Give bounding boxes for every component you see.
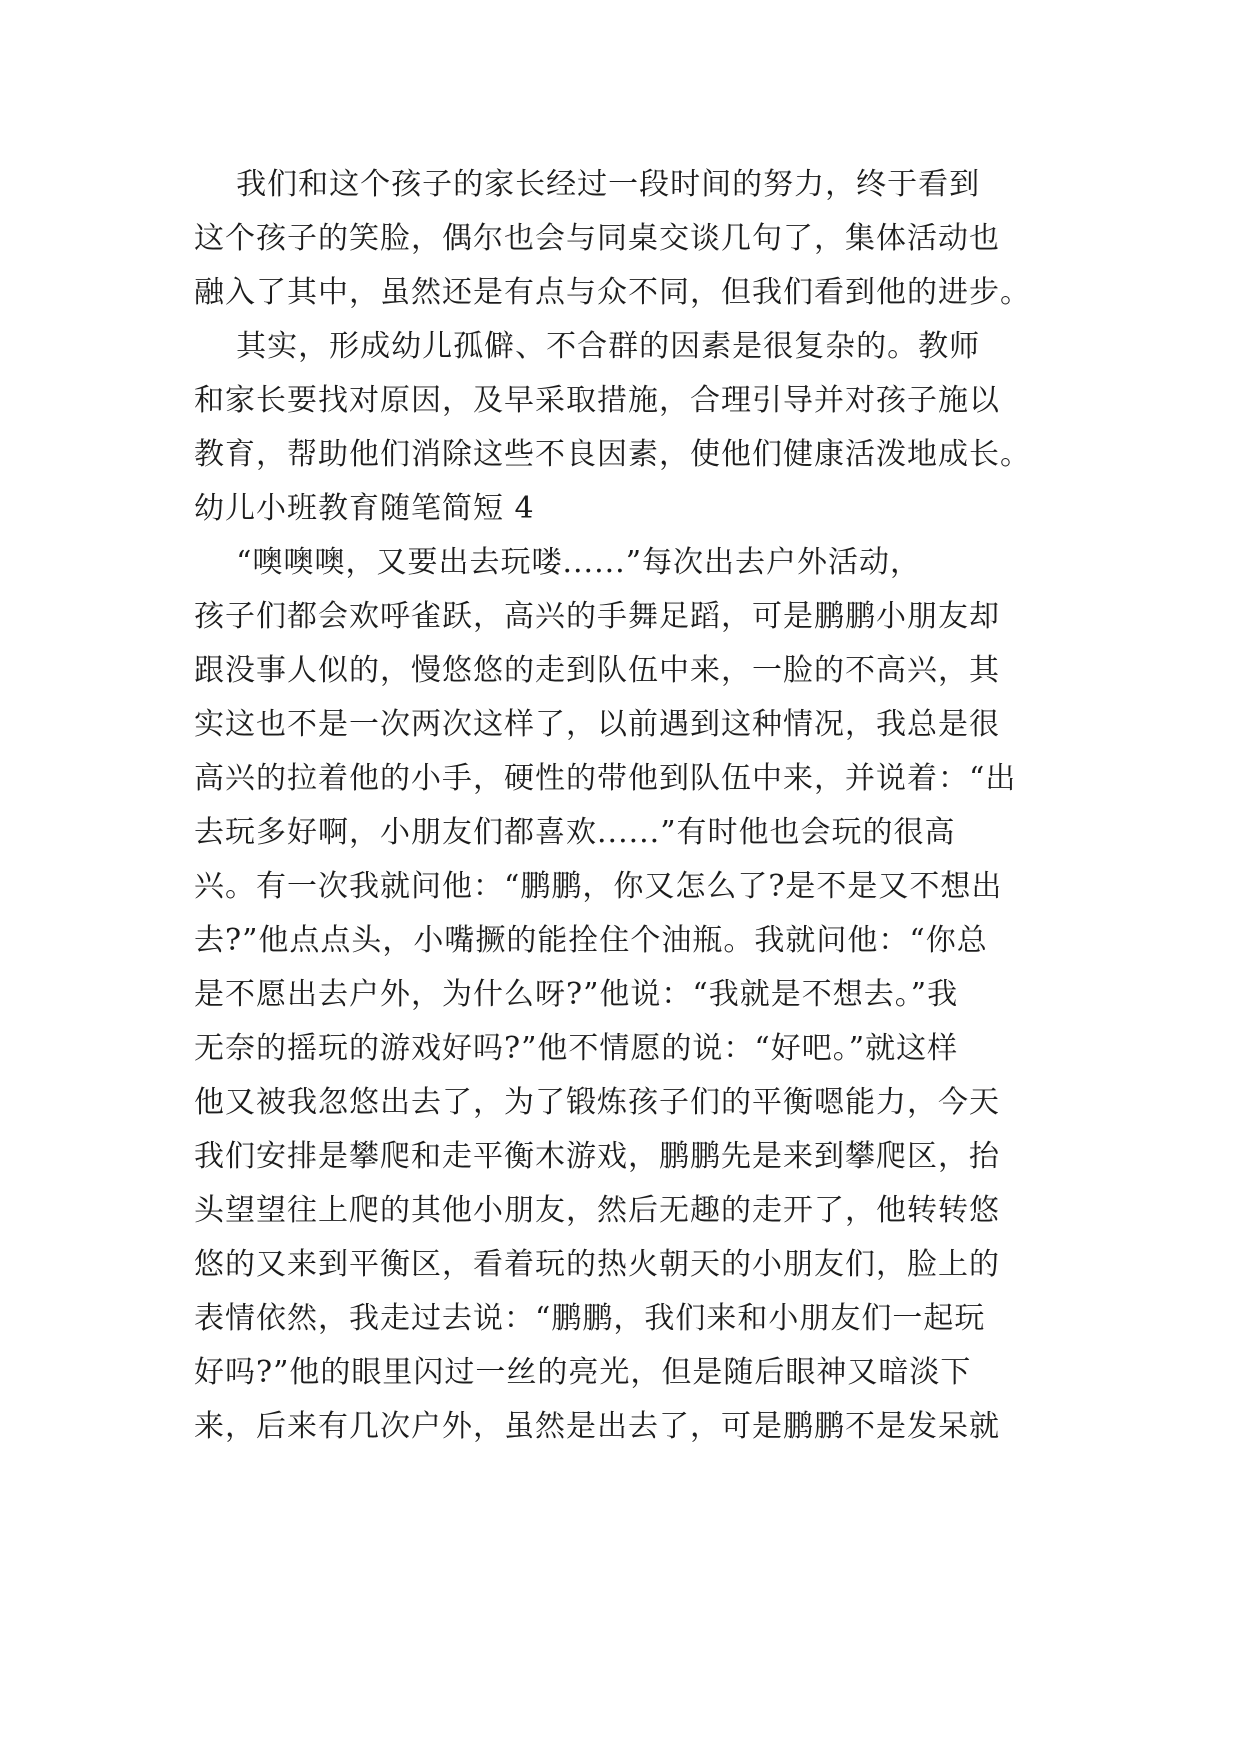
text-line: “噢噢噢，又要出去玩喽......”每次出去户外活动， [194, 545, 922, 580]
article-body [194, 158, 1074, 1454]
text-line: 悠的又来到平衡区，看着玩的热火朝天的小朋友们，脸上的 [194, 1247, 1000, 1282]
text-line: 他又被我忽悠出去了，为了锻炼孩子们的平衡嗯能力，今天 [194, 1085, 1000, 1120]
text-line: 兴。有一次我就问他：“鹏鹏，你又怎么了?是不是又不想出 [194, 869, 1003, 904]
text-line: 好吗?”他的眼里闪过一丝的亮光，但是随后眼神又暗淡下 [194, 1355, 972, 1390]
section-heading: 幼儿小班教育随笔简短 4 [194, 491, 535, 526]
text-line: 其实，形成幼儿孤僻、不合群的因素是很复杂的。教师 [194, 329, 981, 364]
text-line: 这个孩子的笑脸，偶尔也会与同桌交谈几句了，集体活动也 [194, 221, 1000, 256]
text-line: 我们和这个孩子的家长经过一段时间的努力，终于看到 [194, 167, 981, 202]
text-line: 教育，帮助他们消除这些不良因素，使他们健康活泼地成长。 [194, 437, 1031, 472]
text-line: 和家长要找对原因，及早采取措施，合理引导并对孩子施以 [194, 383, 1000, 418]
text-line: 来，后来有几次户外，虽然是出去了，可是鹏鹏不是发呆就 [194, 1409, 1000, 1444]
text-line: 跟没事人似的，慢悠悠的走到队伍中来，一脸的不高兴，其 [194, 653, 1000, 688]
text-line: 是不愿出去户外，为什么呀?”他说：“我就是不想去。”我 [194, 977, 959, 1012]
text-line: 表情依然，我走过去说：“鹏鹏，我们来和小朋友们一起玩 [194, 1301, 986, 1336]
text-line: 头望望往上爬的其他小朋友，然后无趣的走开了，他转转悠 [194, 1193, 1000, 1228]
text-line: 融入了其中，虽然还是有点与众不同，但我们看到他的进步。 [194, 275, 1031, 310]
text-line: 孩子们都会欢呼雀跃，高兴的手舞足蹈，可是鹏鹏小朋友却 [194, 599, 1000, 634]
text-line: 实这也不是一次两次这样了，以前遇到这种情况，我总是很 [194, 707, 1000, 742]
text-line: 我们安排是攀爬和走平衡木游戏，鹏鹏先是来到攀爬区，抬 [194, 1139, 1000, 1174]
text-line: 高兴的拉着他的小手，硬性的带他到队伍中来，并说着：“出 [194, 761, 1017, 796]
text-line: 去玩多好啊，小朋友们都喜欢......”有时他也会玩的很高 [194, 815, 956, 850]
text-line: 无奈的摇玩的游戏好吗?”他不情愿的说：“好吧。”就这样 [194, 1031, 959, 1066]
text-line: 去?”他点点头，小嘴撅的能拴住个油瓶。我就问他：“你总 [194, 923, 988, 958]
